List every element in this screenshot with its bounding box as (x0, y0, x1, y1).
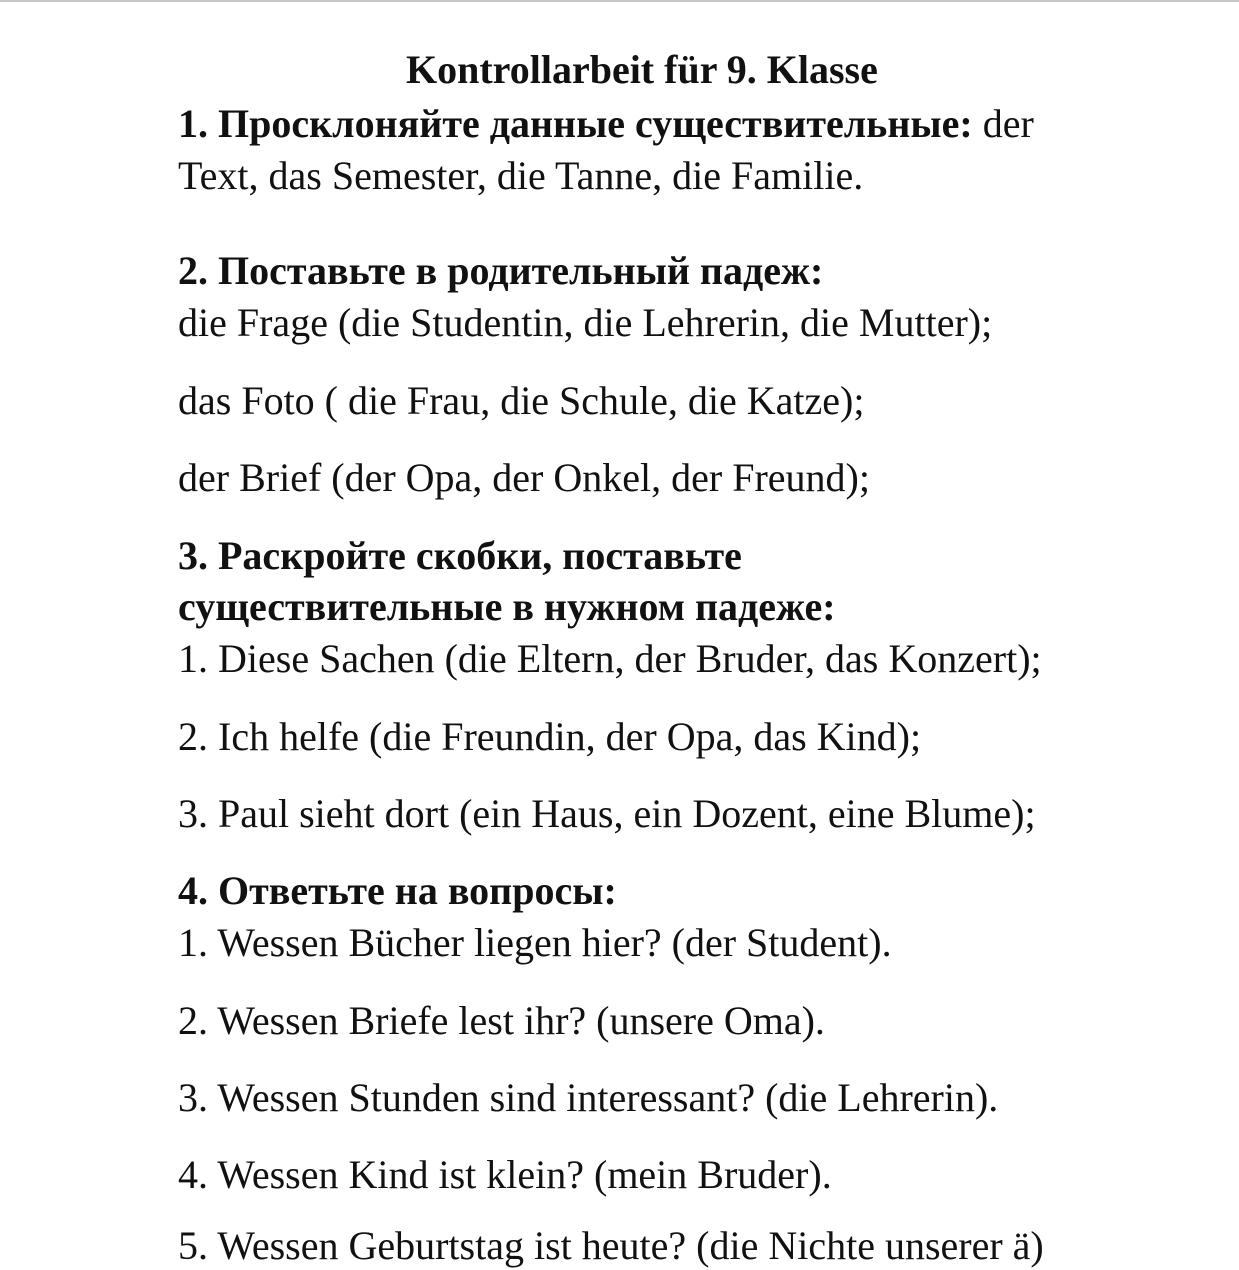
task3-item: 2. Ich helfe (die Freundin, der Opa, das Kind); (178, 714, 922, 759)
task4-item: 1. Wessen Bücher liegen hier? (der Student). (178, 920, 892, 965)
task2-item: das Foto ( die Frau, die Schule, die Katze); (178, 378, 865, 423)
task3-heading-line1: 3. Раскройте скобки, поставьте (178, 533, 742, 578)
task3-item: 1. Diese Sachen (die Eltern, der Bruder, das Konzert); (178, 636, 1042, 681)
document-title: Kontrollarbeit für 9. Klasse (406, 47, 878, 92)
task1-text-part1: der (972, 101, 1034, 146)
task1-line1 (178, 100, 1034, 148)
task3-item: 3. Paul sieht dort (ein Haus, ein Dozent, eine Blume); (178, 791, 1036, 836)
task1-heading: 1. Просклоняйте данные существительные: (178, 101, 973, 146)
task2-item: der Brief (der Opa, der Onkel, der Freund); (178, 455, 870, 500)
task4-heading: 4. Ответьте на вопросы: (178, 868, 617, 913)
task4-item: 2. Wessen Briefe lest ihr? (unsere Oma). (178, 998, 825, 1043)
task1-text-part2: Text, das Semester, die Tanne, die Familie. (178, 153, 864, 198)
top-border (0, 0, 1239, 2)
task2-heading: 2. Поставьте в родительный падеж: (178, 248, 824, 293)
task4-item: 4. Wessen Kind ist klein? (mein Bruder). (178, 1152, 832, 1197)
task4-item: 3. Wessen Stunden sind interessant? (die Lehrerin). (178, 1075, 999, 1120)
task3-heading-line2: существительные в нужном падеже: (178, 584, 836, 629)
task4-item-cut-off: 5. Wessen Geburtstag ist heute? (die Nichte unserer ä) (178, 1223, 1044, 1268)
task2-item: die Frage (die Studentin, die Lehrerin, die Mutter); (178, 300, 993, 345)
